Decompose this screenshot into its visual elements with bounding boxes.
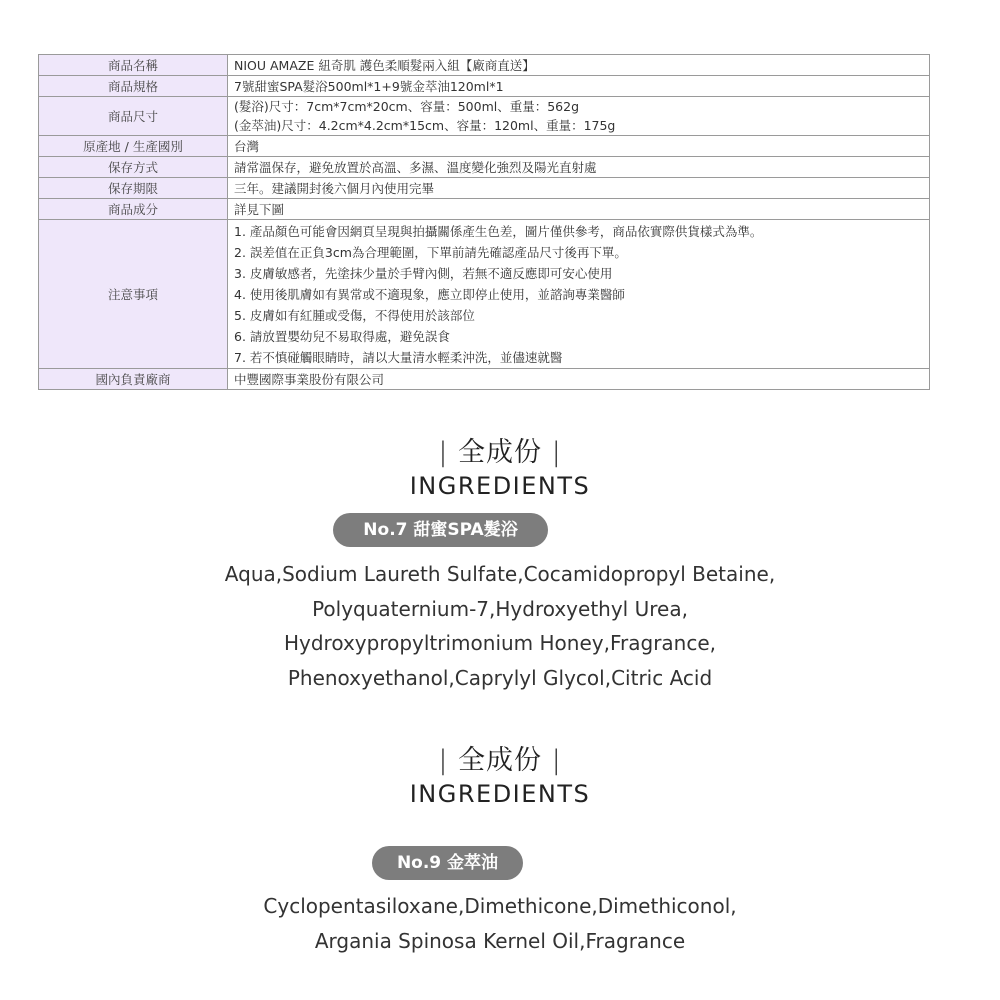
row-label: 注意事項: [39, 220, 228, 369]
table-row-notes: [39, 220, 930, 369]
note-item: 2. 誤差值在正負3cm為合理範圍，下單前請先確認產品尺寸後再下單。: [234, 244, 627, 260]
row-value: 台灣: [228, 136, 930, 157]
ingredient-line: Polyquaternium-7,Hydroxyethyl Urea,: [312, 596, 688, 621]
product-spec-table: [38, 54, 930, 390]
table-row-storage: [39, 157, 930, 178]
ingredient-list: [0, 889, 1000, 958]
ingredient-line: Aqua,Sodium Laureth Sulfate,Cocamidopropyl Betaine,: [224, 562, 776, 586]
table-row-origin: [39, 136, 930, 157]
table-row-product-name: [39, 55, 930, 76]
note-item: 5. 皮膚如有紅腫或受傷，不得使用於該部位: [234, 307, 475, 323]
row-label: 商品規格: [39, 76, 228, 97]
ingredient-list: [0, 557, 1000, 695]
table-row-product-size: [39, 97, 930, 136]
row-label: 商品成分: [39, 199, 228, 220]
table-row-shelf-life: [39, 178, 930, 199]
table-row-distributor: [39, 369, 930, 390]
table-row-ingredients: [39, 199, 930, 220]
row-value: 請常溫保存，避免放置於高溫、多濕、溫度變化強烈及陽光直射處: [228, 157, 930, 178]
section-heading-cn: | 全成份 |: [438, 437, 562, 468]
row-value: 詳見下圖: [228, 199, 930, 220]
row-label: 保存方式: [39, 157, 228, 178]
note-item: 3. 皮膚敏感者，先塗抹少量於手臂內側，若無不適反應即可安心使用: [234, 265, 613, 281]
ingredient-line: Argania Spinosa Kernel Oil,Fragrance: [314, 928, 686, 953]
row-label: 保存期限: [39, 178, 228, 199]
note-item: 7. 若不慎碰觸眼睛時，請以大量清水輕柔沖洗，並儘速就醫: [234, 349, 563, 365]
note-item: 1. 產品顏色可能會因網頁呈現與拍攝關係產生色差，圖片僅供參考，商品依實際供貨樣式為準。: [234, 223, 763, 239]
product-badge-no9: No.9 金萃油: [372, 846, 523, 880]
row-label: 原產地 / 生產國別: [39, 136, 228, 157]
row-value: 7號甜蜜SPA髮浴500ml*1+9號金萃油120ml*1: [228, 76, 930, 97]
ingredient-line: Cyclopentasiloxane,Dimethicone,Dimethiconol,: [263, 894, 737, 918]
row-value: 中豐國際事業股份有限公司: [228, 369, 930, 390]
size-line: (髮浴)尺寸：7cm*7cm*20cm、容量：500ml、重量：562g: [234, 99, 580, 114]
product-badge-no7: No.7 甜蜜SPA髮浴: [333, 513, 548, 547]
note-item: 6. 請放置嬰幼兒不易取得處，避免誤食: [234, 328, 450, 344]
section-heading-en: INGREDIENTS: [409, 780, 591, 808]
ingredient-line: Phenoxyethanol,Caprylyl Glycol,Citric Acid: [287, 665, 713, 690]
section-heading-en: INGREDIENTS: [409, 472, 591, 500]
table-row-product-spec: [39, 76, 930, 97]
note-item: 4. 使用後肌膚如有異常或不適現象，應立即停止使用，並諮詢專業醫師: [234, 286, 625, 302]
size-line: (金萃油)尺寸：4.2cm*4.2cm*15cm、容量：120ml、重量：175g: [234, 118, 616, 133]
row-value: NIOU AMAZE 紐奇肌 護色柔順髮兩入組【廠商直送】: [228, 55, 930, 76]
row-value: [228, 97, 930, 136]
row-label: 商品尺寸: [39, 97, 228, 136]
row-label: 國內負責廠商: [39, 369, 228, 390]
row-value: [228, 220, 930, 369]
row-label: 商品名稱: [39, 55, 228, 76]
row-value: 三年。建議開封後六個月內使用完畢: [228, 178, 930, 199]
ingredient-line: Hydroxypropyltrimonium Honey,Fragrance,: [283, 631, 717, 655]
section-heading-cn: | 全成份 |: [438, 745, 562, 776]
